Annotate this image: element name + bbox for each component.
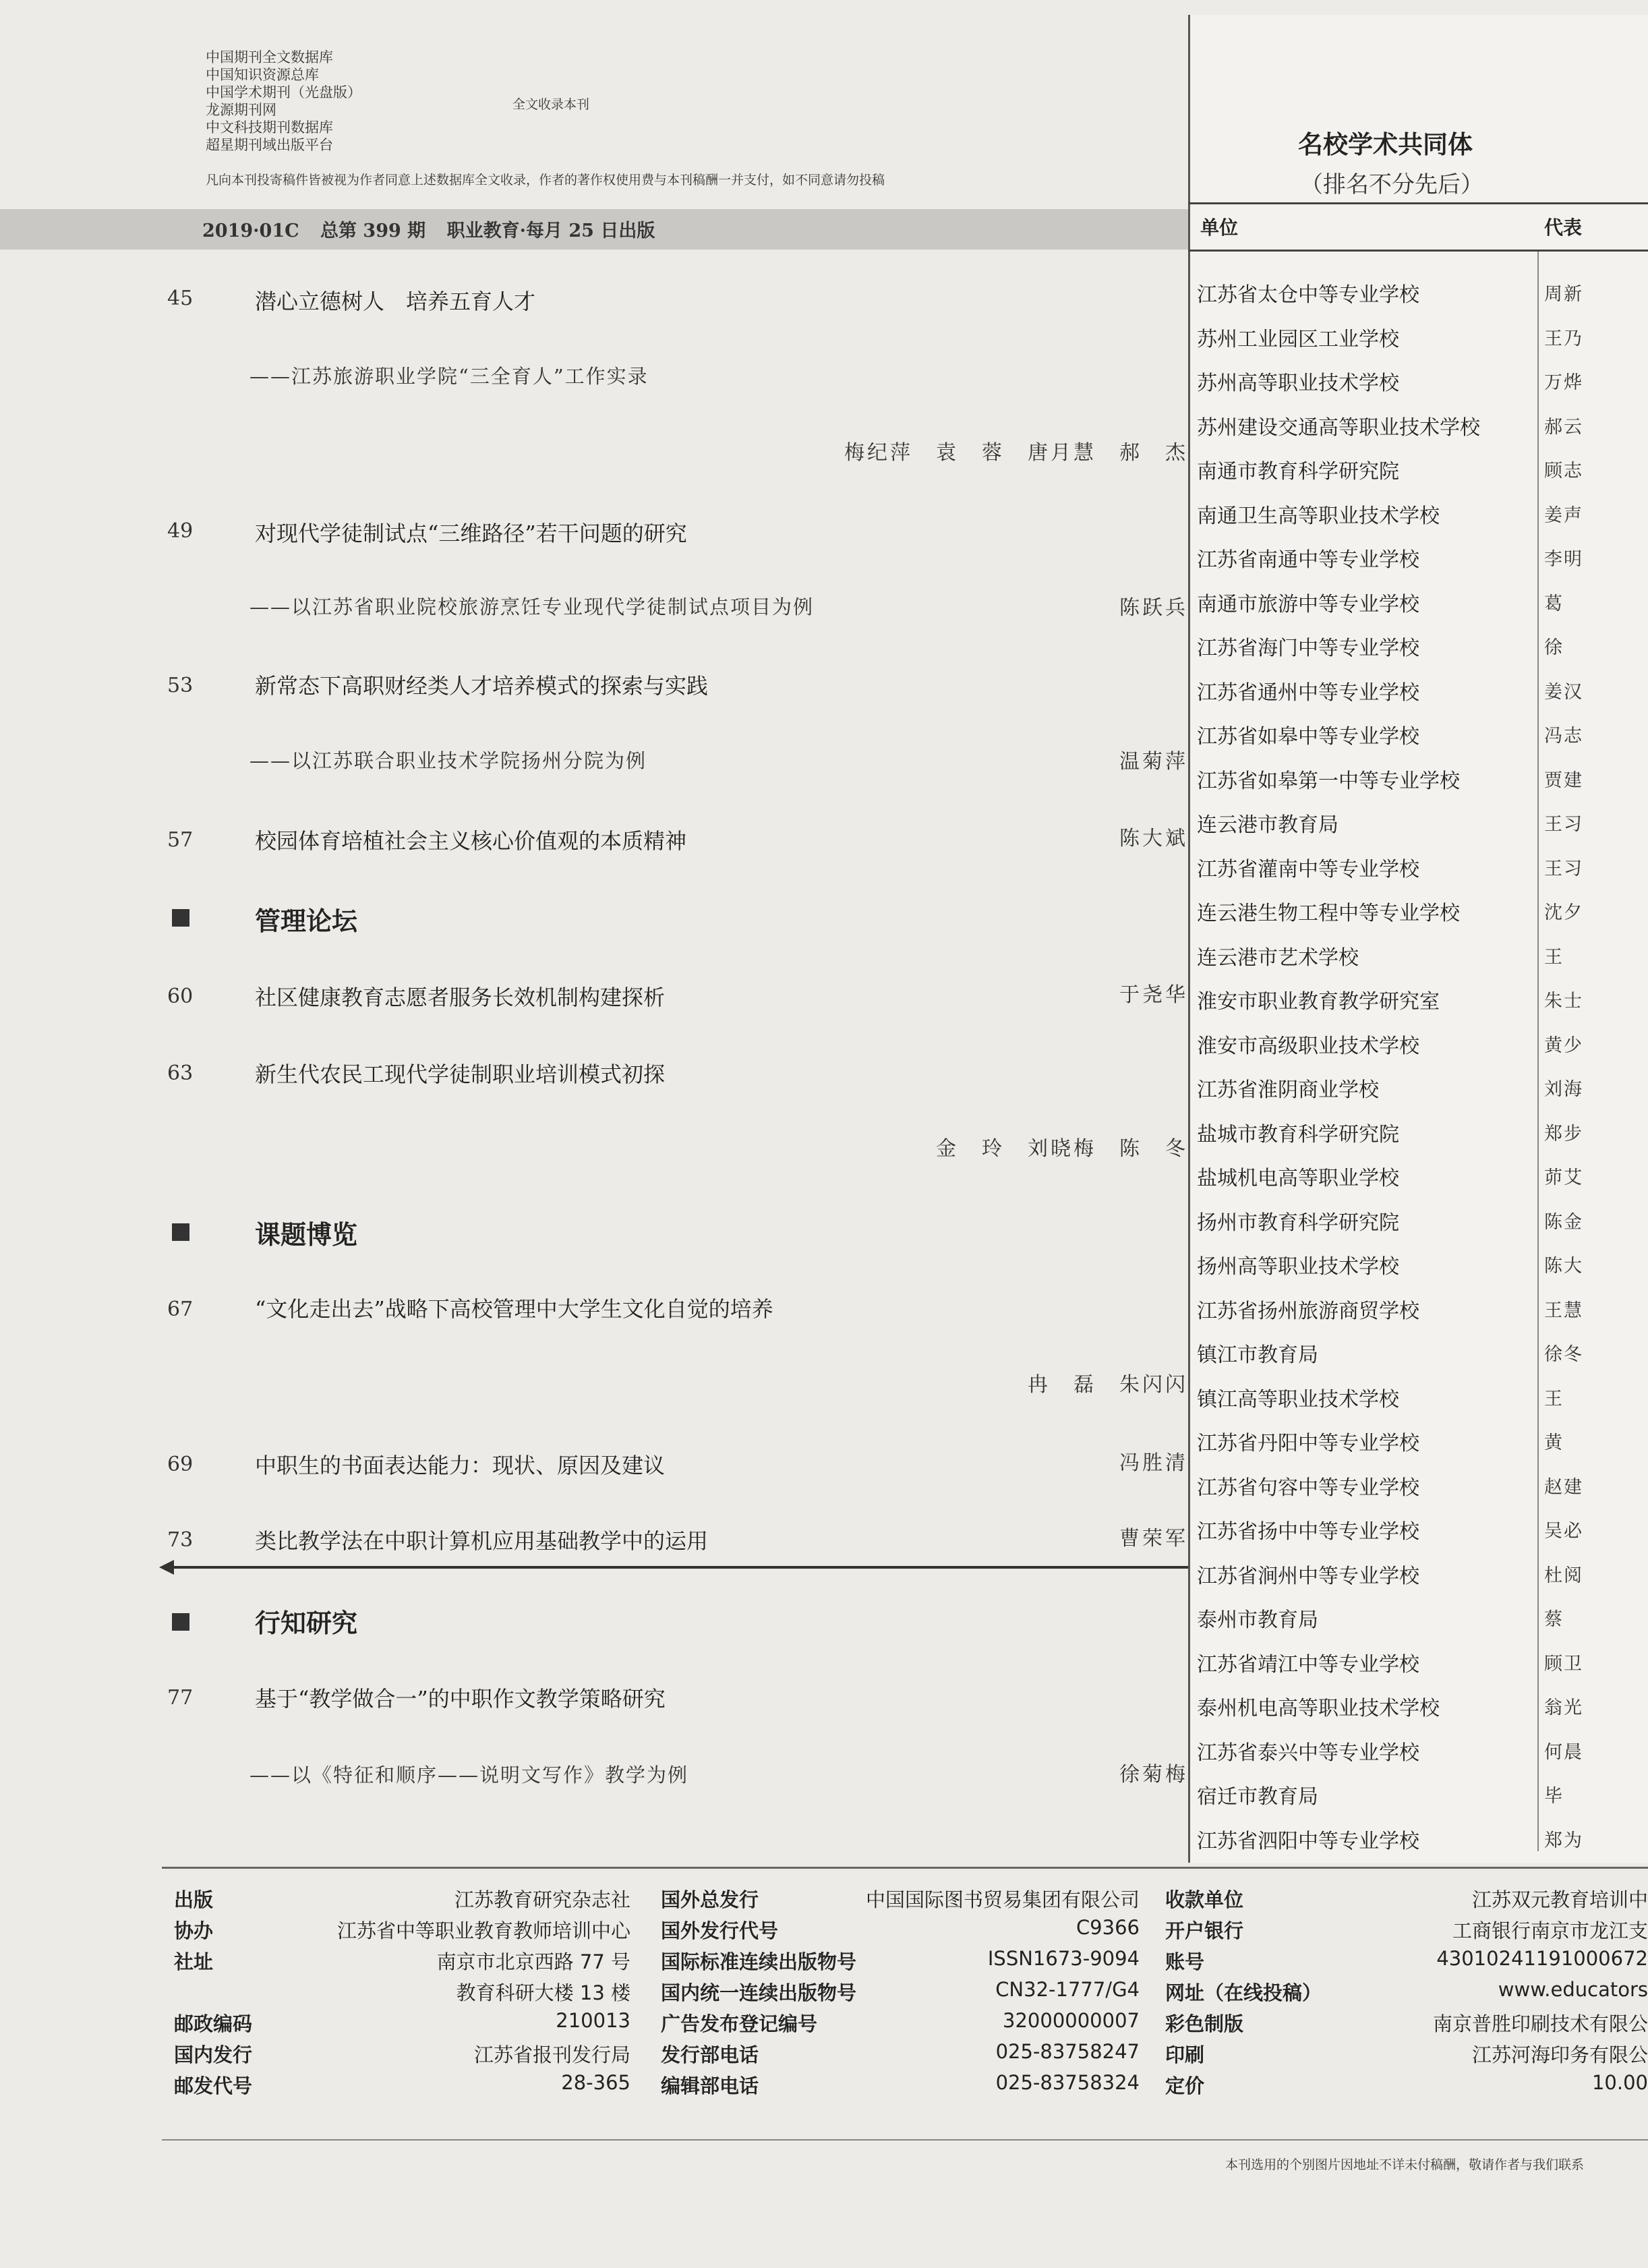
toc-authors: 陈大斌 (1119, 827, 1188, 850)
partner-representative: 郑步 (1544, 1124, 1583, 1144)
partner-representative: 朱士 (1544, 991, 1583, 1012)
partner-representative: 王 (1544, 947, 1564, 968)
partner-unit: 江苏省灌南中等专业学校 (1197, 858, 1419, 881)
partner-unit: 连云港市艺术学校 (1197, 946, 1359, 970)
partner-representative: 李明 (1544, 549, 1583, 570)
partner-representative: 王慧 (1544, 1300, 1583, 1321)
toc-page-number: 63 (167, 1062, 194, 1085)
info-value[interactable]: www.educators (1498, 1978, 1648, 2001)
partner-unit: 苏州建设交通高等职业技术学校 (1197, 416, 1480, 440)
partner-unit: 盐城机电高等职业学校 (1197, 1167, 1399, 1190)
partner-representative: 葛 (1544, 593, 1564, 614)
toc-authors: 金 玲 刘晓梅 陈 冬 (936, 1137, 1188, 1161)
section-title: 行知研究 (255, 1608, 358, 1638)
toc-page-number: 60 (167, 985, 194, 1008)
info-value: CN32-1777/G4 (995, 1978, 1140, 2001)
info-label: 开户银行 (1165, 1919, 1244, 1942)
database-note: 全文收录本刊 (512, 97, 590, 112)
partner-representative: 黄 (1544, 1432, 1564, 1453)
partner-representative: 何晨 (1544, 1742, 1583, 1763)
copyright-notice: 凡向本刊投寄稿件皆被视为作者同意上述数据库全文收录，作者的著作权使用费与本刊稿酬一并支付，如不同意请勿投稿 (206, 173, 885, 187)
toc-page-number: 49 (167, 519, 194, 543)
partner-unit: 淮安市高级职业技术学校 (1197, 1035, 1419, 1058)
partner-unit: 江苏省扬州旅游商贸学校 (1197, 1300, 1419, 1323)
info-value: 南京市北京西路 77 号 (436, 1950, 630, 1973)
info-value: 10.00 (1591, 2071, 1648, 2094)
toc-title[interactable]: 新常态下高职财经类人才培养模式的探索与实践 (255, 673, 709, 699)
partner-unit: 泰州机电高等职业技术学校 (1197, 1697, 1440, 1720)
partner-unit: 江苏省丹阳中等专业学校 (1197, 1432, 1419, 1455)
toc-page-number: 45 (167, 287, 194, 310)
info-label: 账号 (1165, 1950, 1205, 1973)
info-value: 43010241191000672 (1436, 1947, 1648, 1970)
partner-representative: 姜声 (1544, 505, 1583, 526)
partner-unit: 江苏省泗阳中等专业学校 (1197, 1830, 1419, 1853)
partner-unit: 盐城市教育科学研究院 (1197, 1123, 1399, 1146)
divider-line (162, 1867, 1648, 1869)
database-item: 中国学术期刊（光盘版） (206, 84, 361, 100)
info-value: 工商银行南京市龙江支 (1452, 1919, 1648, 1942)
section-marker-icon (172, 909, 189, 927)
database-item: 龙源期刊网 (206, 102, 276, 118)
partner-unit: 江苏省如皋中等专业学校 (1197, 725, 1419, 749)
image-credit-note: 本刊选用的个别图片因地址不详未付稿酬，敬请作者与我们联系 (1225, 2157, 1584, 2172)
partner-unit: 江苏省句容中等专业学校 (1197, 1476, 1419, 1500)
info-label: 编辑部电话 (661, 2074, 759, 2097)
partner-unit: 扬州市教育科学研究院 (1197, 1211, 1399, 1235)
section-title: 课题博览 (255, 1219, 358, 1250)
info-value: 210013 (556, 2009, 630, 2032)
partner-unit: 江苏省通州中等专业学校 (1197, 681, 1419, 705)
partner-representative: 顾志 (1544, 461, 1583, 482)
partner-unit: 淮安市职业教育教学研究室 (1197, 990, 1440, 1014)
partner-unit: 苏州工业园区工业学校 (1197, 328, 1399, 351)
info-value: 28-365 (561, 2071, 630, 2094)
partner-representative: 郑为 (1544, 1830, 1583, 1851)
partner-unit: 江苏省淮阴商业学校 (1197, 1078, 1379, 1102)
toc-title[interactable]: 潜心立德树人 培养五育人才 (255, 289, 536, 314)
info-label: 邮发代号 (174, 2074, 253, 2097)
info-value: 025-83758324 (995, 2071, 1140, 2094)
partner-unit: 连云港市教育局 (1197, 813, 1338, 837)
toc-subtitle: ——江苏旅游职业学院“三全育人”工作实录 (249, 365, 649, 388)
column-header-rep: 代表 (1544, 216, 1583, 239)
toc-title[interactable]: 基于“教学做合一”的中职作文教学策略研究 (255, 1686, 666, 1712)
partner-representative: 蔡 (1544, 1609, 1564, 1630)
divider-line (1188, 202, 1648, 204)
partner-unit: 江苏省涧州中等专业学校 (1197, 1565, 1419, 1588)
partner-unit: 扬州高等职业技术学校 (1197, 1255, 1399, 1279)
partner-unit: 宿迁市教育局 (1197, 1785, 1318, 1809)
divider-line (162, 2139, 1648, 2141)
toc-title[interactable]: 类比教学法在中职计算机应用基础教学中的运用 (255, 1528, 709, 1554)
partner-unit: 江苏省海门中等专业学校 (1197, 637, 1419, 660)
toc-authors: 陈跃兵 (1119, 596, 1188, 620)
toc-page-number: 73 (167, 1528, 194, 1552)
info-label: 邮政编码 (174, 2012, 253, 2035)
partner-unit: 江苏省泰兴中等专业学校 (1197, 1741, 1419, 1765)
partner-representative: 刘海 (1544, 1079, 1583, 1100)
partner-representative: 王习 (1544, 859, 1583, 879)
partner-unit: 连云港生物工程中等专业学校 (1197, 902, 1460, 925)
partner-unit: 镇江高等职业技术学校 (1197, 1388, 1399, 1412)
toc-authors: 冯胜清 (1119, 1451, 1188, 1475)
info-value: 南京普胜印刷技术有限公 (1432, 2012, 1648, 2035)
toc-title[interactable]: 新生代农民工现代学徒制职业培训模式初探 (255, 1062, 666, 1087)
info-label: 国际标准连续出版物号 (661, 1950, 857, 1973)
toc-title[interactable]: “文化走出去”战略下高校管理中大学生文化自觉的培养 (255, 1296, 773, 1322)
partner-unit: 江苏省扬中中等专业学校 (1197, 1520, 1419, 1544)
toc-page-number: 53 (167, 674, 194, 697)
partner-unit: 江苏省靖江中等专业学校 (1197, 1653, 1419, 1677)
info-value: 江苏双元教育培训中 (1471, 1888, 1648, 1911)
partner-representative: 陈金 (1544, 1212, 1583, 1233)
info-label: 发行部电话 (661, 2043, 759, 2066)
database-item: 超星期刊域出版平台 (206, 137, 333, 153)
toc-authors: 梅纪萍 袁 蓉 唐月慧 郝 杰 (844, 441, 1188, 465)
partner-representative: 万烨 (1544, 372, 1583, 393)
info-label: 广告发布登记编号 (661, 2012, 818, 2035)
info-value: C9366 (1076, 1916, 1140, 1939)
info-value: 江苏教育研究杂志社 (454, 1888, 630, 1911)
info-value: 025-83758247 (995, 2040, 1140, 2063)
section-marker-icon (172, 1613, 189, 1631)
toc-subtitle: ——以江苏省职业院校旅游烹饪专业现代学徒制试点项目为例 (249, 595, 815, 618)
panel-subtitle: （排名不分先后） (1300, 171, 1483, 198)
partner-unit: 江苏省南通中等专业学校 (1197, 548, 1419, 572)
info-value: 江苏河海印务有限公 (1471, 2043, 1648, 2066)
toc-authors: 于尧华 (1119, 983, 1188, 1007)
partner-representative: 翁光 (1544, 1697, 1583, 1718)
info-label: 国外发行代号 (661, 1919, 779, 1942)
partner-representative: 徐冬 (1544, 1344, 1583, 1365)
partner-representative: 王习 (1544, 814, 1583, 835)
partner-representative: 杜阅 (1544, 1565, 1583, 1586)
toc-page-number: 69 (167, 1453, 194, 1476)
arrow-left-icon (159, 1560, 174, 1575)
divider-line (162, 1566, 1188, 1569)
toc-page-number: 67 (167, 1298, 194, 1321)
partner-representative: 吴必 (1544, 1521, 1583, 1542)
toc-page-number: 57 (167, 828, 194, 852)
database-item: 中国知识资源总库 (206, 67, 319, 83)
partner-representative: 毕 (1544, 1786, 1564, 1807)
info-label: 协办 (174, 1919, 214, 1942)
database-item: 中国期刊全文数据库 (206, 49, 333, 65)
partner-unit: 江苏省太仓中等专业学校 (1197, 283, 1419, 307)
partner-unit: 南通市旅游中等专业学校 (1197, 593, 1419, 616)
issue-schedule: 职业教育·每月 25 日出版 (446, 221, 655, 241)
info-label: 国外总发行 (661, 1888, 759, 1911)
section-marker-icon (172, 1223, 189, 1241)
partner-representative: 沈夕 (1544, 902, 1583, 923)
toc-authors: 徐菊梅 (1119, 1763, 1188, 1786)
partner-representative: 茆艾 (1544, 1167, 1583, 1188)
partner-unit: 苏州高等职业技术学校 (1197, 372, 1399, 395)
partner-representative: 王乃 (1544, 328, 1583, 349)
info-label: 收款单位 (1165, 1888, 1244, 1911)
partner-unit: 镇江市教育局 (1197, 1343, 1318, 1367)
partner-representative: 王 (1544, 1389, 1564, 1409)
section-title: 管理论坛 (255, 906, 358, 936)
partner-representative: 姜汉 (1544, 682, 1583, 703)
database-list (206, 49, 361, 154)
info-value: 中国国际图书贸易集团有限公司 (865, 1888, 1140, 1911)
info-label: 定价 (1165, 2074, 1205, 2097)
divider-line (1188, 250, 1648, 252)
issue-info (202, 216, 670, 242)
panel-title: 名校学术共同体 (1298, 130, 1473, 159)
partner-unit: 泰州市教育局 (1197, 1608, 1318, 1632)
info-value: 江苏省中等职业教育教师培训中心 (336, 1919, 630, 1942)
partner-representative: 陈大 (1544, 1256, 1583, 1277)
partner-representative: 贾建 (1544, 770, 1583, 791)
issue-total: 总第 399 期 (320, 221, 426, 241)
toc-authors: 冉 磊 朱闪闪 (1028, 1373, 1188, 1397)
toc-subtitle: ——以《特征和顺序——说明文写作》教学为例 (249, 1764, 689, 1786)
info-label: 国内发行 (174, 2043, 253, 2066)
database-item: 中文科技期刊数据库 (206, 119, 333, 136)
info-value: ISSN1673-9094 (987, 1947, 1140, 1970)
toc-authors: 温菊萍 (1119, 750, 1188, 774)
partner-unit: 南通市教育科学研究院 (1197, 460, 1399, 484)
info-value: 教育科研大楼 13 楼 (456, 1981, 630, 2004)
toc-title[interactable]: 社区健康教育志愿者服务长效机制构建探析 (255, 985, 666, 1010)
partner-representative: 冯志 (1544, 726, 1583, 747)
info-value: 32000000007 (1003, 2009, 1140, 2032)
toc-title[interactable]: 对现代学徒制试点“三维路径”若干问题的研究 (255, 521, 687, 546)
partner-representative: 郝云 (1544, 417, 1583, 438)
partner-representative: 顾卫 (1544, 1654, 1583, 1675)
partner-representative: 赵建 (1544, 1477, 1583, 1498)
toc-title[interactable]: 校园体育培植社会主义核心价值观的本质精神 (255, 828, 687, 854)
column-divider (1537, 252, 1539, 1851)
info-label: 彩色制版 (1165, 2012, 1244, 2035)
info-label: 社址 (174, 1950, 214, 1973)
info-value: 江苏省报刊发行局 (473, 2043, 630, 2066)
toc-page-number: 77 (167, 1686, 194, 1710)
issue-code: 2019·01C (202, 221, 299, 241)
partner-unit: 南通卫生高等职业技术学校 (1197, 504, 1440, 528)
partner-representative: 黄少 (1544, 1035, 1583, 1056)
partner-representative: 徐 (1544, 637, 1564, 658)
toc-title[interactable]: 中职生的书面表达能力：现状、原因及建议 (255, 1453, 666, 1478)
info-label: 国内统一连续出版物号 (661, 1981, 857, 2004)
column-header-unit: 单位 (1200, 216, 1239, 239)
partner-representative: 周新 (1544, 284, 1583, 305)
partner-unit: 江苏省如皋第一中等专业学校 (1197, 769, 1460, 793)
info-label: 出版 (174, 1888, 214, 1911)
info-label: 网址（在线投稿） (1165, 1981, 1322, 2004)
toc-subtitle: ——以江苏联合职业技术学院扬州分院为例 (249, 749, 647, 772)
info-label: 印刷 (1165, 2043, 1205, 2066)
toc-authors: 曹荣军 (1119, 1527, 1188, 1550)
